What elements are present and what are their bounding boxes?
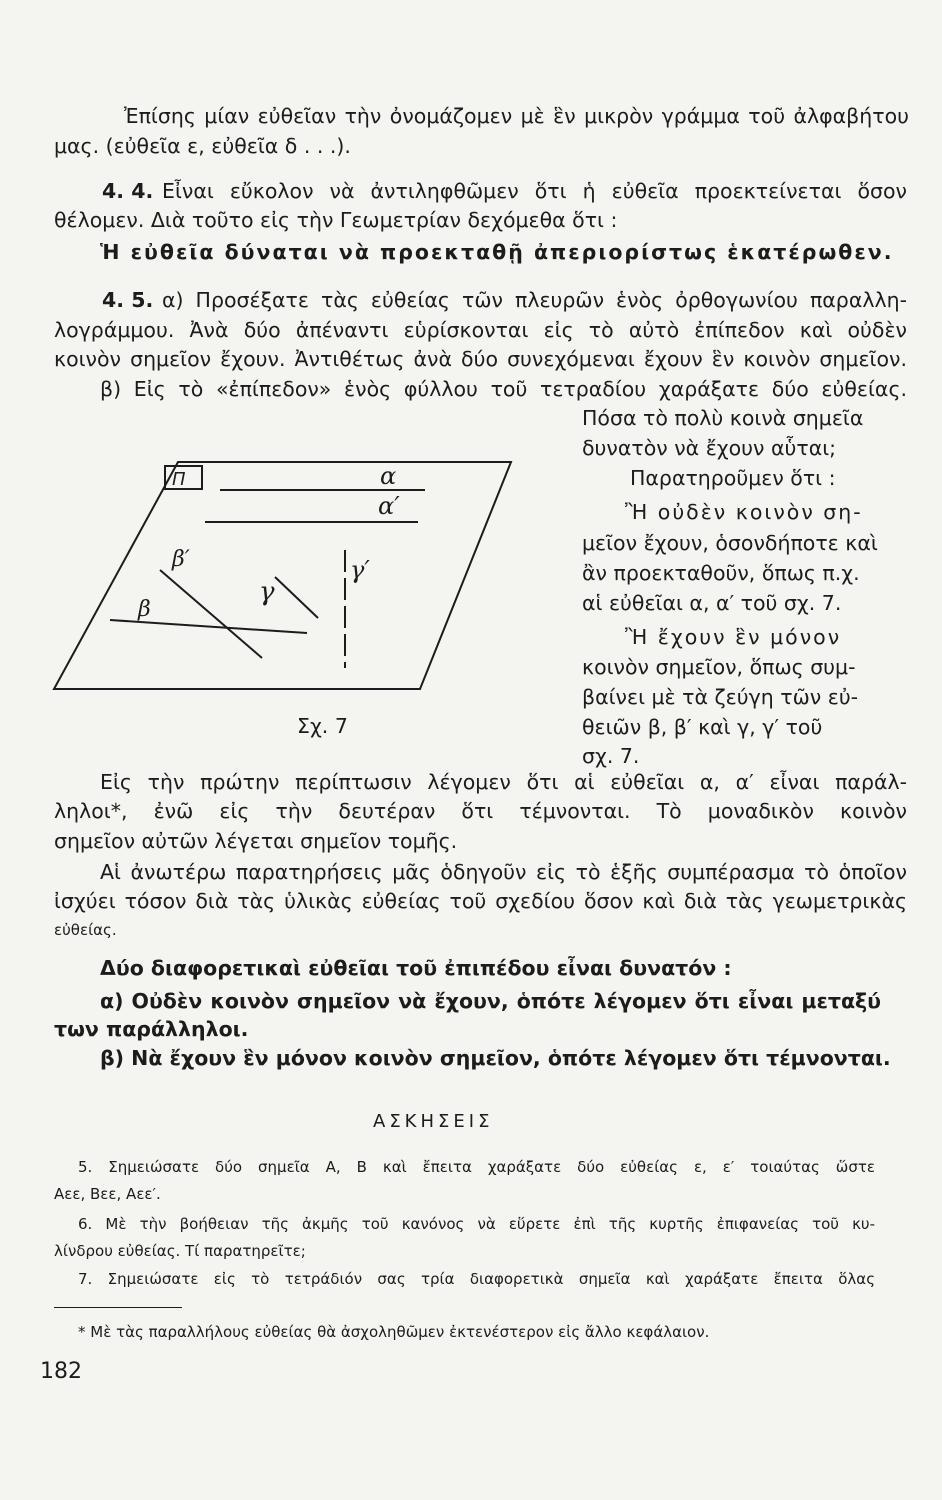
side-line-6: ἂν προεκταθοῦν, ὅπως π.χ. <box>582 561 860 585</box>
side-line-3: Παρατηροῦμεν ὅτι : <box>630 466 836 490</box>
exercises-title: ΑΣΚΗΣΕΙΣ <box>373 1111 494 1132</box>
exercise-7-line-1: 7. Σημειώσατε εἰς τὸ τετράδιόν σας τρία διαφορετικὰ σημεῖα καὶ χαράξατε ἔπειτα ὅλας <box>78 1270 875 1288</box>
label-a-prime: α′ <box>378 492 400 520</box>
exercise-6-line-1: 6. Μὲ τὴν βοήθειαν τῆς ἀκμῆς τοῦ κανόνος νὰ εὕρετε ἐπὶ τῆς κυρτῆς ἐπιφανείας τοῦ κυ- <box>78 1215 875 1233</box>
body-line-1: Εἰς τὴν πρώτην περίπτωσιν λέγομεν ὅτι αἱ εὐθεῖαι α, α′ εἶναι παράλ- <box>100 770 907 794</box>
section-4-5-line-2: λογράμμου. Ἀνὰ δύο ἀπέναντι εὑρίσκονται εἰς τὸ αὐτὸ ἐπίπεδον καὶ οὐδὲν <box>54 318 907 342</box>
section-4-5-line-4: β) Εἰς τὸ «ἐπίπεδον» ἑνὸς φύλλου τοῦ τετραδίου χαράξατε δύο εὐθείας. <box>100 377 907 401</box>
line-b-prime <box>160 570 262 658</box>
side-line-2: δυνατὸν νὰ ἔχουν αὗται; <box>582 436 837 460</box>
side-line-4: Ἢ οὐδὲν κοινὸν ση- <box>625 500 863 524</box>
conclusion-a-line-2: των παράλληλοι. <box>54 1017 249 1041</box>
conclusion-a-line-1: α) Οὐδὲν κοινὸν σημεῖον νὰ ἔχουν, ὁπότε λέγομεν ὅτι εἶναι μεταξύ <box>100 989 881 1013</box>
plane-parallelogram <box>54 462 511 689</box>
section-4-4-line-2: θέλομεν. Διὰ τοῦτο εἰς τὴν Γεωμετρίαν δεχόμεθα ὅτι : <box>54 208 618 232</box>
body-line-2: ληλοι*, ἐνῶ εἰς τὴν δευτέραν ὅτι τέμνονται. Τὸ μοναδικὸν κοινὸν <box>54 799 907 823</box>
line-g <box>275 577 318 618</box>
side-line-10: βαίνει μὲ τὰ ζεύγη τῶν εὐ- <box>582 685 859 709</box>
side-line-7: αἱ εὐθεῖαι α, α′ τοῦ σχ. 7. <box>582 591 842 615</box>
label-g: γ <box>259 577 275 607</box>
section-4-4-rule: Ἡ εὐθεῖα δύναται νὰ προεκταθῇ ἀπεριορίστως ἑκατέρωθεν. <box>100 240 894 264</box>
section-4-4-line-1: Εἶναι εὔκολον νὰ ἀντιληφθῶμεν ὅτι ἡ εὐθεῖα προεκτείνεται ὅσον <box>162 179 907 203</box>
label-g-prime: γ′ <box>350 556 370 584</box>
side-line-9: κοινὸν σημεῖον, ὅπως συμ- <box>582 655 856 679</box>
section-4-5-line-1: α) Προσέξατε τὰς εὐθείας τῶν πλευρῶν ἑνὸς ὀρθογωνίου παραλλη- <box>162 288 907 312</box>
exercise-5-line-2: Αεε, Βεε, Αεε′. <box>54 1185 161 1203</box>
label-b: β <box>138 597 151 622</box>
side-line-8: Ἢ ἔχουν ἓν μόνον <box>625 625 842 649</box>
conclusion-b-line: β) Νὰ ἔχουν ἓν μόνον κοινὸν σημεῖον, ὁπότε λέγομεν ὅτι τέμνονται. <box>100 1046 891 1070</box>
body-line-4: Αἱ ἀνωτέρω παρατηρήσεις μᾶς ὁδηγοῦν εἰς τὸ ἑξῆς συμπέρασμα τὸ ὁποῖον <box>100 860 907 884</box>
plane-label: Π <box>172 469 186 490</box>
footnote: * Μὲ τὰς παραλλήλους εὐθείας θὰ ἀσχοληθῶμεν ἐκτενέστερον εἰς ἄλλο κεφάλαιον. <box>78 1323 710 1341</box>
exercise-5-line-1: 5. Σημειώσατε δύο σημεῖα Α, Β καὶ ἔπειτα χαράξατε δύο εὐθείας ε, ε′ τοιαύτας ὥστε <box>78 1158 875 1176</box>
exercise-6-line-2: λίνδρου εὐθείας. Τί παρατηρεῖτε; <box>54 1242 306 1260</box>
side-line-11: θειῶν β, β′ καὶ γ, γ′ τοῦ <box>582 715 823 739</box>
section-4-4-number: 4. 4. <box>102 179 154 203</box>
page-number: 182 <box>40 1359 82 1384</box>
footnote-rule <box>54 1307 182 1308</box>
side-line-1: Πόσα τὸ πολὺ κοινὰ σημεῖα <box>582 406 864 430</box>
body-line-6: εὐθείας. <box>54 921 117 939</box>
section-4-5-line-3: κοινὸν σημεῖον ἔχουν. Ἀντιθέτως ἀνὰ δύο συνεχόμεναι ἔχουν ἓν κοινὸν σημεῖον. <box>54 347 907 371</box>
conclusion-heading: Δύο διαφορετικαὶ εὐθεῖαι τοῦ ἐπιπέδου εἶναι δυνατόν : <box>100 956 732 980</box>
label-a: α <box>380 462 397 490</box>
intro-line-2: μας. (εὐθεῖα ε, εὐθεῖα δ . . .). <box>54 134 351 158</box>
figure-caption: Σχ. 7 <box>297 714 348 738</box>
body-line-3: σημεῖον αὐτῶν λέγεται σημεῖον τομῆς. <box>54 829 458 853</box>
side-line-5: μεῖον ἔχουν, ὁσονδήποτε καὶ <box>582 531 878 555</box>
body-line-5: ἰσχύει τόσον διὰ τὰς ὑλικὰς εὐθείας τοῦ σχεδίου ὅσον καὶ διὰ τὰς γεωμετρικὰς <box>54 889 907 913</box>
intro-line-1: Ἐπίσης μίαν εὐθεῖαν τὴν ὀνομάζομεν μὲ ἓν μικρὸν γράμμα τοῦ ἀλφαβήτου <box>124 104 909 128</box>
label-b-prime: β′ <box>172 547 190 572</box>
section-4-5-number: 4. 5. <box>102 288 154 312</box>
side-line-12: σχ. 7. <box>582 744 640 768</box>
